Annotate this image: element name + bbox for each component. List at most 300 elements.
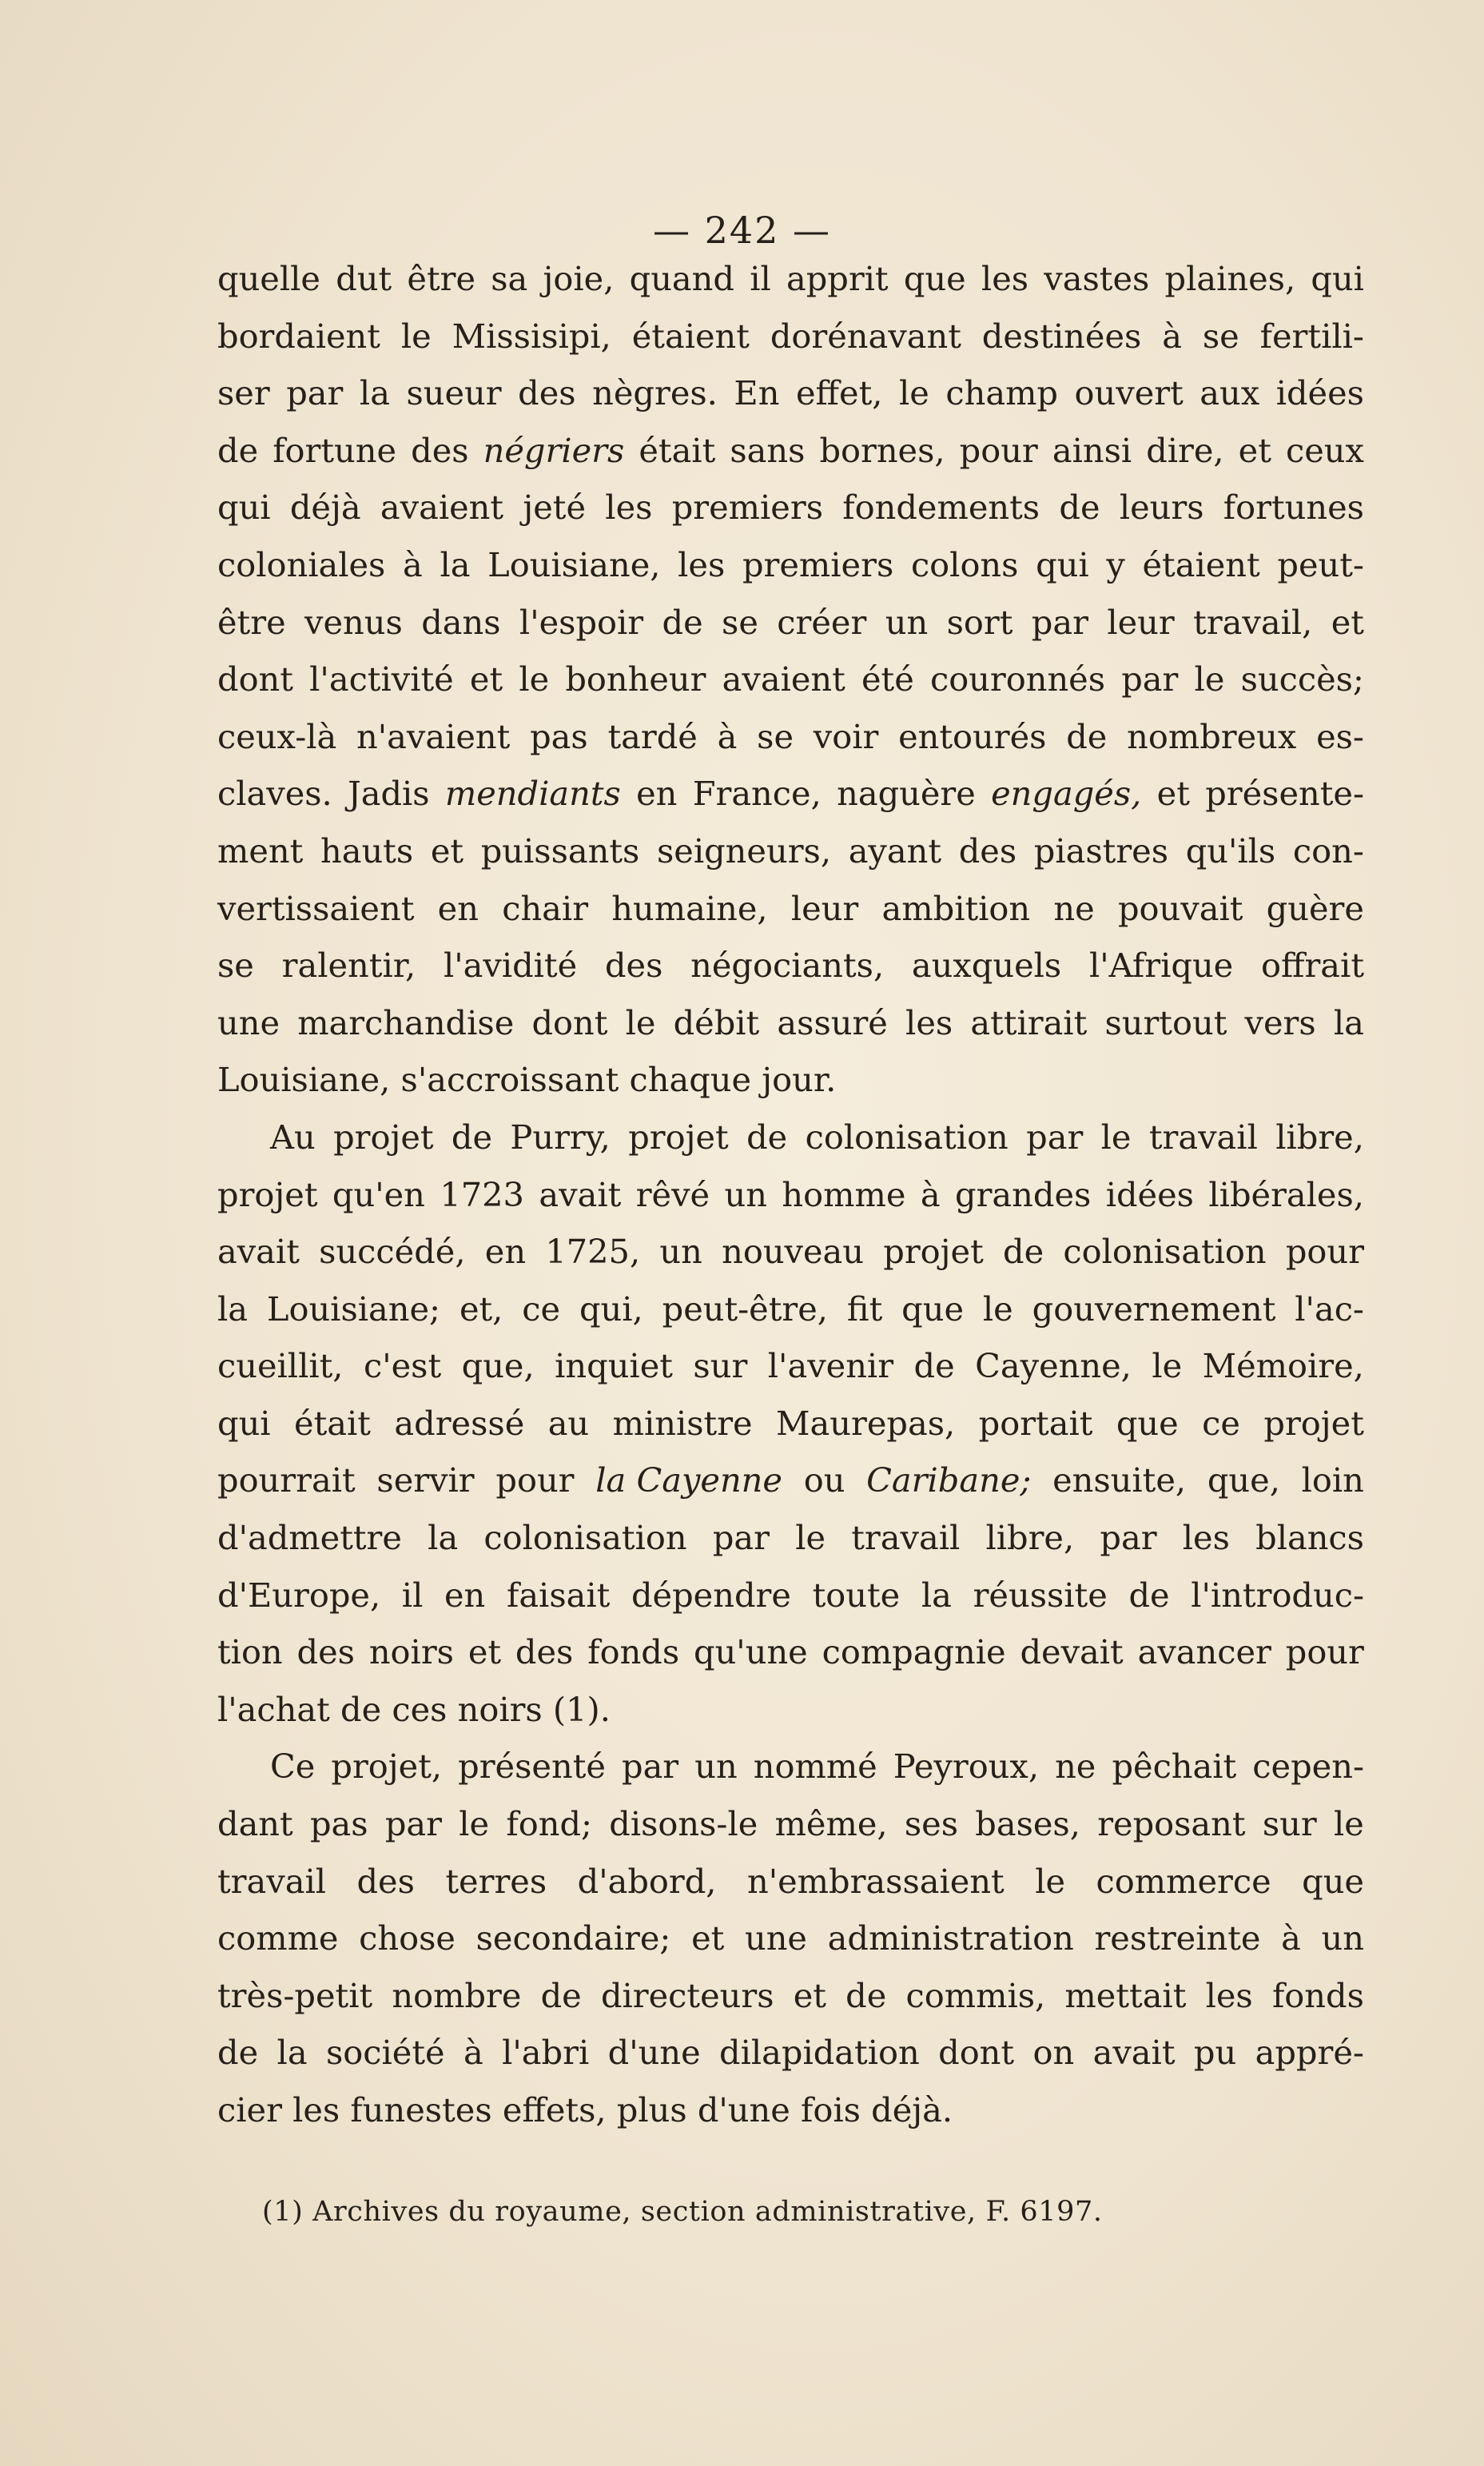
text-line (217, 365, 1364, 422)
word: peut-être, (662, 1289, 829, 1329)
word: qui (217, 1403, 271, 1443)
word: ambition (881, 888, 1031, 928)
word: avaient (380, 488, 504, 528)
word: de (217, 2033, 259, 2073)
word: des (356, 1861, 415, 1901)
word: été (861, 659, 914, 699)
text-line (217, 1337, 1364, 1395)
word: libre, (985, 1518, 1075, 1558)
word: par (712, 1518, 770, 1558)
word: vertissaient (217, 888, 415, 928)
word: n'embrassaient (746, 1861, 1005, 1901)
word: nombreux (1127, 716, 1297, 756)
word: dorénavant (770, 316, 961, 356)
word: l'avenir (767, 1346, 894, 1386)
word: homme (782, 1174, 906, 1214)
word: que, (1207, 1460, 1280, 1500)
word: d'abord, (577, 1861, 717, 1901)
word: le (1035, 1861, 1066, 1901)
word: c'est (363, 1346, 442, 1386)
word: pour (495, 1460, 575, 1500)
word: ralentir, (281, 946, 416, 986)
text-line-content: l'achat de ces noirs (1). (217, 1689, 611, 1729)
word: nouveau (722, 1232, 865, 1272)
word: même, (774, 1804, 888, 1844)
word: se (217, 946, 254, 986)
word: colonisation (805, 1117, 1009, 1157)
word: n'avaient (356, 716, 511, 756)
word: engagés, (991, 774, 1142, 814)
word: hauts (320, 831, 414, 870)
word: par (384, 1804, 443, 1844)
word: avait (1092, 2033, 1176, 2073)
word: toute (812, 1575, 901, 1615)
word: couronnés (929, 659, 1106, 699)
word: que (903, 259, 966, 298)
word: la Cayenne (595, 1460, 782, 1500)
word: et (691, 1918, 725, 1958)
word: idées (1105, 1174, 1194, 1214)
word: de (451, 1117, 493, 1157)
word: l'ac- (1295, 1289, 1364, 1329)
word: succès; (1240, 659, 1364, 699)
word: ayant (848, 831, 942, 870)
word: ainsi (1052, 430, 1132, 470)
word: dont (938, 2033, 1015, 2073)
word: attirait (970, 1002, 1088, 1042)
word: leur (790, 888, 859, 928)
text-line (217, 994, 1364, 1052)
word: terres (445, 1861, 547, 1901)
word: était (294, 1403, 371, 1443)
text-line (217, 2082, 1364, 2139)
word: par (286, 373, 344, 413)
word: avaient (722, 659, 845, 699)
word: cepen- (1252, 1747, 1364, 1787)
word: quand (629, 259, 734, 298)
word: es- (1316, 716, 1364, 756)
word: ne (1053, 888, 1095, 928)
word: sans (730, 430, 806, 470)
word: claves. (217, 774, 332, 814)
word: des (604, 946, 663, 986)
word: il (401, 1575, 424, 1615)
word: Louisiane, (487, 544, 661, 584)
word: et (1156, 774, 1190, 814)
word: de (1059, 488, 1100, 528)
word: offrait (1261, 946, 1364, 986)
word: reposant (1097, 1804, 1246, 1844)
word: projet, (331, 1747, 443, 1787)
word: les (678, 544, 726, 584)
text-line (217, 1967, 1364, 2025)
word: les (605, 488, 653, 528)
word: un (724, 1174, 767, 1214)
word: le (795, 1518, 826, 1558)
body-text (217, 250, 1364, 2139)
word: par (1026, 1117, 1084, 1157)
word: plaines, (1164, 259, 1296, 298)
word: secondaire; (475, 1918, 671, 1958)
word: le (519, 659, 550, 699)
word: qu'ils (1185, 831, 1276, 870)
word: compagnie (822, 1632, 1006, 1672)
word: un (659, 1232, 702, 1272)
word: de (1003, 1232, 1044, 1272)
word: que (901, 1289, 965, 1329)
word: grandes (955, 1174, 1092, 1214)
word: guère (1266, 888, 1364, 928)
word: les (1205, 1975, 1253, 2015)
word: le (982, 1289, 1013, 1329)
word: Jadis (348, 774, 430, 814)
word: étaient (631, 316, 750, 356)
word: pas (309, 1804, 368, 1844)
word: nommé (753, 1747, 877, 1787)
text-line (217, 1681, 1364, 1739)
word: peut- (1277, 544, 1364, 584)
word: fond; (506, 1804, 593, 1844)
text-line (217, 1166, 1364, 1224)
word: Maurepas, (776, 1403, 956, 1443)
word: présente- (1205, 774, 1364, 814)
word: d'une (607, 2033, 701, 2073)
word: à (920, 1174, 941, 1214)
word: sa (491, 259, 528, 298)
word: dépendre (631, 1575, 791, 1615)
word: 1723 (440, 1174, 524, 1214)
word: ment (217, 831, 304, 870)
text-line (217, 937, 1364, 994)
word: et (793, 1975, 826, 2015)
text-line (217, 1567, 1364, 1624)
word: noirs (368, 1632, 454, 1672)
word: libre, (1275, 1117, 1364, 1157)
word: et (469, 659, 503, 699)
word: pour (1285, 1632, 1364, 1672)
word: dans (421, 602, 501, 642)
text-line (217, 594, 1364, 651)
word: ou (803, 1460, 845, 1500)
word: dant (217, 1804, 293, 1844)
word: cueillit, (217, 1346, 344, 1386)
word: que, (461, 1346, 535, 1386)
text-line (217, 1795, 1364, 1853)
word: le (898, 373, 929, 413)
word: dire, (1146, 430, 1224, 470)
word: pouvait (1117, 888, 1243, 928)
word: le (400, 316, 432, 356)
word: ceux (1285, 430, 1364, 470)
word: En (734, 373, 780, 413)
word: de (845, 1975, 887, 2015)
word: la (440, 544, 471, 584)
word: d'admettre (217, 1518, 402, 1558)
word: Ce (270, 1747, 316, 1787)
word: fonds (1271, 1975, 1364, 2015)
word: bordaient (217, 316, 380, 356)
word: un (694, 1747, 738, 1787)
text-line (217, 250, 1364, 308)
text-line (217, 479, 1364, 536)
word: de (217, 430, 259, 470)
word: et (430, 831, 464, 870)
word: fortunes (1223, 488, 1364, 528)
word: ceux-là (217, 716, 337, 756)
word: la (1333, 1002, 1364, 1042)
word: tardé (607, 716, 698, 756)
text-line (217, 1109, 1364, 1166)
word: la (921, 1575, 952, 1615)
word: champ (945, 373, 1058, 413)
word: qui, (579, 1289, 643, 1329)
word: à (717, 716, 738, 756)
word: les (1182, 1518, 1230, 1558)
word: l'activité (309, 659, 454, 699)
word: des (518, 373, 576, 413)
text-line (217, 1623, 1364, 1681)
text-line (217, 1853, 1364, 1910)
word: libérales, (1208, 1174, 1364, 1214)
word: inquiet (555, 1346, 673, 1386)
word: le (459, 1804, 490, 1844)
word: coloniales (217, 544, 386, 584)
text-line (217, 1051, 1364, 1109)
word: et, (459, 1289, 503, 1329)
word: de (662, 602, 703, 642)
word: y (1106, 544, 1125, 584)
word: des (296, 1632, 355, 1672)
word: effet, (795, 373, 883, 413)
word: directeurs (600, 1975, 774, 2015)
word: tion (217, 1632, 283, 1672)
page-number: — 242 — (652, 209, 832, 252)
word: appré- (1255, 2033, 1364, 2073)
word: ce (1202, 1403, 1240, 1443)
word: réussite (973, 1575, 1108, 1615)
word: à (463, 2033, 483, 2073)
word: portait (978, 1403, 1093, 1443)
word: par (1031, 602, 1088, 642)
word: piastres (1033, 831, 1169, 870)
word: gouvernement (1032, 1289, 1276, 1329)
word: colons (910, 544, 1019, 584)
word: Missisipi, (452, 316, 611, 356)
word: la (277, 2033, 308, 2073)
word: leurs (1119, 488, 1204, 528)
word: à (403, 544, 423, 584)
word: qui (1036, 544, 1089, 584)
word: blancs (1255, 1518, 1364, 1558)
word: la (217, 1289, 249, 1329)
word: Caribane; (866, 1460, 1032, 1500)
word: qui (217, 488, 271, 528)
word: l'abri (502, 2033, 590, 2073)
word: dilapidation (719, 2033, 920, 2073)
word: qui (1311, 259, 1364, 298)
word: premiers (742, 544, 894, 584)
word: débit (673, 1002, 760, 1042)
word: projet (628, 1117, 729, 1157)
word: qu'une (694, 1632, 808, 1672)
word: projet (333, 1117, 434, 1157)
word: négociants, (690, 946, 885, 986)
word: voir (813, 716, 879, 756)
word: que (1116, 1403, 1179, 1443)
word: Peyroux, (893, 1747, 1040, 1787)
word: et (467, 1632, 502, 1672)
word: créer (777, 602, 867, 642)
word: société (325, 2033, 445, 2073)
word: bonheur (565, 659, 706, 699)
word: par (622, 1747, 679, 1787)
word: l'Afrique (1088, 946, 1234, 986)
text-line-content: Louisiane, s'accroissant chaque jour. (217, 1060, 837, 1100)
word: sur (693, 1346, 748, 1386)
word: à (1162, 316, 1182, 356)
word: le (625, 1002, 656, 1042)
text-line (217, 2024, 1364, 2082)
word: adressé (394, 1403, 525, 1443)
word: l'introduc- (1191, 1575, 1364, 1615)
word: l'espoir (519, 602, 644, 642)
word: être (217, 602, 286, 642)
word: venus (304, 602, 403, 642)
word: fortune (273, 430, 397, 470)
word: surtout (1104, 1002, 1227, 1042)
word: dont (531, 1002, 608, 1042)
word: les (981, 259, 1029, 298)
word: bases, (975, 1804, 1080, 1844)
text-line (217, 708, 1364, 766)
word: ser (217, 373, 270, 413)
text-line-content: cier les funestes effets, plus d'une fois déjà. (217, 2090, 953, 2129)
word: nègres. (592, 373, 718, 413)
word: succédé, (319, 1232, 466, 1272)
word: marchandise (297, 1002, 515, 1042)
word: de (913, 1346, 955, 1386)
word: servir (376, 1460, 475, 1500)
word: avait (539, 1174, 622, 1214)
word: pour (1285, 1232, 1364, 1272)
word: le (1100, 1117, 1132, 1157)
word: des (958, 831, 1017, 870)
word: loin (1301, 1460, 1364, 1500)
word: administration (827, 1918, 1074, 1958)
word: il (750, 259, 771, 298)
word: nombre (392, 1975, 522, 2015)
word: bornes, (819, 430, 945, 470)
word: Louisiane; (266, 1289, 441, 1329)
word: très-petit (217, 1975, 373, 2015)
word: mendiants (444, 774, 621, 814)
word: travail (217, 1861, 326, 1901)
word: on (1032, 2033, 1075, 2073)
word: colonisation (1063, 1232, 1267, 1272)
word: au (547, 1403, 590, 1443)
word: idées (1275, 373, 1364, 413)
word: et (1331, 602, 1364, 642)
word: se (757, 716, 794, 756)
word: en (444, 1575, 486, 1615)
word: chair (502, 888, 589, 928)
word: étaient (1142, 544, 1260, 584)
word: quelle (217, 259, 320, 298)
word: premiers (671, 488, 824, 528)
word: d'Europe, (217, 1575, 381, 1615)
word: France, (692, 774, 822, 814)
word: aux (1200, 373, 1260, 413)
word: dut (336, 259, 392, 298)
word: faisait (506, 1575, 611, 1615)
word: le (1194, 659, 1225, 699)
word: vers (1244, 1002, 1316, 1042)
word: avait (217, 1232, 300, 1272)
text-line (217, 1223, 1364, 1281)
word: que (1302, 1861, 1364, 1901)
word: Au (270, 1117, 316, 1157)
text-line (217, 1910, 1364, 1967)
word: fondements (842, 488, 1040, 528)
word: des (515, 1632, 574, 1672)
word: qu'en (332, 1174, 425, 1214)
word: commis, (905, 1975, 1046, 2015)
word: auxquels (911, 946, 1062, 986)
word: puissants (480, 831, 640, 870)
word: humaine, (611, 888, 768, 928)
word: présenté (458, 1747, 606, 1787)
word: joie, (543, 259, 615, 298)
word: comme (217, 1918, 339, 1958)
word: pêchait (1112, 1747, 1237, 1787)
word: ouvert (1074, 373, 1184, 413)
text-line (217, 536, 1364, 594)
word: de (540, 1975, 582, 2015)
word: disons-le (609, 1804, 758, 1844)
word: Purry, (510, 1117, 611, 1157)
text-line (217, 880, 1364, 938)
word: jeté (523, 488, 587, 528)
text-line (217, 1281, 1364, 1338)
word: assuré (777, 1002, 888, 1042)
word: projet (883, 1232, 984, 1272)
word: pourrait (217, 1460, 356, 1500)
word: fit (846, 1289, 883, 1329)
text-line (217, 823, 1364, 880)
word: la (428, 1518, 459, 1558)
text-line (217, 651, 1364, 708)
word: projet (1263, 1403, 1364, 1443)
word: Mémoire, (1202, 1346, 1364, 1386)
word: 1725, (545, 1232, 641, 1272)
word: était (639, 430, 716, 470)
word: de (1066, 716, 1108, 756)
footnote: (1) Archives du royaume, section administrative, F. 6197. (262, 2196, 1103, 2228)
word: mettait (1064, 1975, 1187, 2015)
word: et (1238, 430, 1271, 470)
word: fertili- (1259, 316, 1364, 356)
word: le (1152, 1346, 1183, 1386)
word: par (1100, 1518, 1157, 1558)
word: apprit (786, 259, 889, 298)
word: à (1281, 1918, 1301, 1958)
word: sur (1262, 1804, 1317, 1844)
word: en (636, 774, 678, 814)
word: restreinte (1094, 1918, 1261, 1958)
word: projet (217, 1174, 318, 1214)
word: l'avidité (443, 946, 578, 986)
word: chose (359, 1918, 456, 1958)
